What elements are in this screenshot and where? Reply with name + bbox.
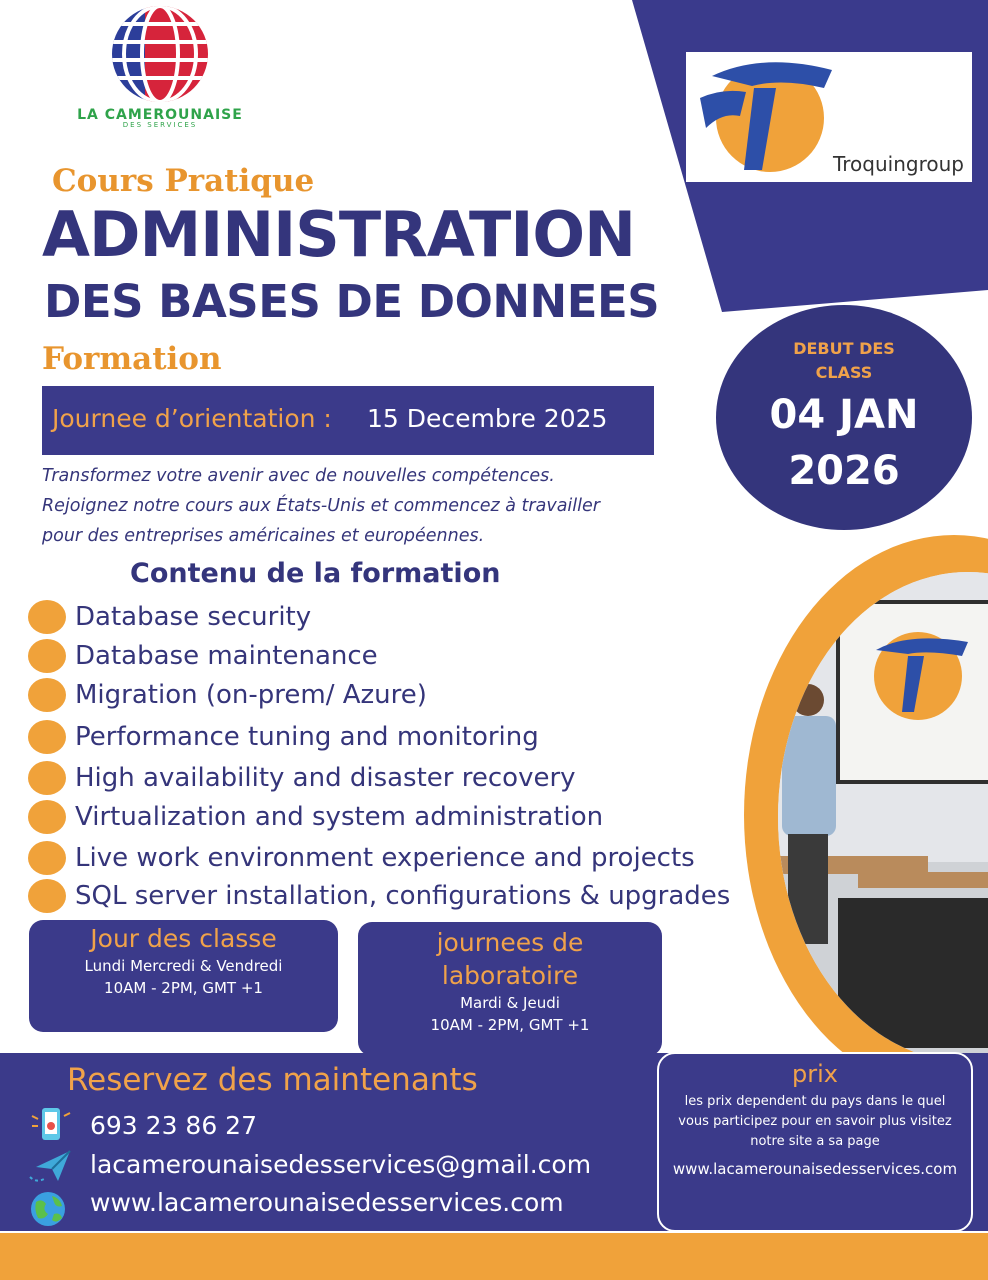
lab-schedule-days: Mardi & Jeudi — [460, 994, 560, 1012]
list-item — [28, 675, 427, 715]
class-schedule-hours: 10AM - 2PM, GMT +1 — [104, 979, 263, 997]
price-panel — [657, 1052, 973, 1232]
bullet-icon — [28, 639, 66, 673]
bullet-icon — [28, 841, 66, 875]
bullet-icon — [28, 720, 66, 754]
price-description-line: les prix dependent du pays dans le quel — [684, 1094, 946, 1109]
formation-tag: Formation — [42, 341, 222, 377]
orientation-date: 15 Decembre 2025 — [367, 404, 608, 433]
orientation-label: Journee d’orientation : — [52, 404, 332, 433]
list-item — [28, 717, 539, 757]
bullet-icon — [28, 800, 66, 834]
intro-text — [42, 461, 722, 551]
lab-schedule-title: journees de — [436, 928, 584, 957]
partner-name: Troquingroup — [833, 152, 964, 176]
start-date-day: 04 JAN — [769, 392, 919, 438]
intro-line: Transformez votre avenir avec de nouvelles compétences. — [42, 466, 555, 486]
list-item — [28, 838, 695, 878]
class-schedule-title: Jour des classe — [90, 924, 277, 953]
page-subtitle: DES BASES DE DONNEES — [44, 275, 660, 328]
price-description — [665, 1092, 965, 1152]
list-item — [28, 636, 378, 676]
list-item — [28, 597, 311, 637]
course-kicker: Cours Pratique — [52, 163, 315, 199]
start-date-label-line: DEBUT DES — [793, 339, 895, 358]
partner-logo-box — [686, 52, 972, 182]
bullet-icon — [28, 761, 66, 795]
list-item — [28, 876, 730, 916]
topic-label: Database security — [75, 602, 312, 632]
price-description-line: vous participez pour en savoir plus visitez — [678, 1114, 952, 1129]
topic-label: Database maintenance — [75, 641, 378, 671]
reservation-title: Reservez des maintenants — [67, 1062, 478, 1098]
lab-schedule-card — [358, 922, 662, 1056]
phone-icon — [28, 1106, 74, 1144]
start-date-label — [716, 337, 972, 385]
list-item — [28, 758, 576, 798]
topic-label: Virtualization and system administration — [75, 802, 604, 832]
contact-phone[interactable]: 693 23 86 27 — [90, 1111, 257, 1140]
bullet-icon — [28, 600, 66, 634]
intro-line: Rejoignez notre cours aux États-Unis et commencez à travailler — [42, 496, 600, 516]
start-date-year: 2026 — [788, 448, 900, 494]
orientation-banner — [42, 386, 654, 455]
contact-email[interactable]: lacamerounaisedesservices@gmail.com — [90, 1150, 592, 1179]
topic-label: Migration (on-prem/ Azure) — [75, 680, 427, 710]
bullet-icon — [28, 678, 66, 712]
class-schedule-days: Lundi Mercredi & Vendredi — [84, 957, 283, 975]
price-title: prix — [792, 1060, 838, 1088]
partner-logo-icon — [692, 58, 842, 178]
contact-website[interactable]: www.lacamerounaisedesservices.com — [90, 1188, 564, 1217]
lab-schedule-title: laboratoire — [441, 961, 579, 990]
brand-name: LA CAMEROUNAISE — [77, 107, 243, 123]
content-heading: Contenu de la formation — [130, 558, 501, 589]
intro-line: pour des entreprises américaines et européennes. — [42, 526, 485, 546]
class-schedule-card — [29, 920, 338, 1032]
page-title: ADMINISTRATION — [42, 198, 635, 271]
globe-icon — [28, 1190, 74, 1228]
list-item — [28, 797, 603, 837]
topic-label: Live work environment experience and projects — [75, 843, 695, 873]
start-date-badge — [716, 305, 972, 530]
topic-label: High availability and disaster recovery — [75, 763, 576, 793]
start-date-label-line: CLASS — [815, 363, 873, 382]
footer-bar — [0, 1233, 988, 1280]
price-website-link[interactable]: www.lacamerounaisedesservices.com — [672, 1160, 958, 1178]
lab-schedule-hours: 10AM - 2PM, GMT +1 — [430, 1016, 590, 1034]
price-description-line: notre site a sa page — [750, 1134, 880, 1149]
globe-logo-icon — [105, 4, 215, 104]
send-icon — [28, 1147, 74, 1185]
topic-label: Performance tuning and monitoring — [75, 722, 539, 752]
bullet-icon — [28, 879, 66, 913]
brand-subtitle: DES SERVICES — [122, 121, 198, 129]
start-date-value — [716, 387, 972, 499]
topic-label: SQL server installation, configurations & upgrades — [75, 881, 731, 911]
